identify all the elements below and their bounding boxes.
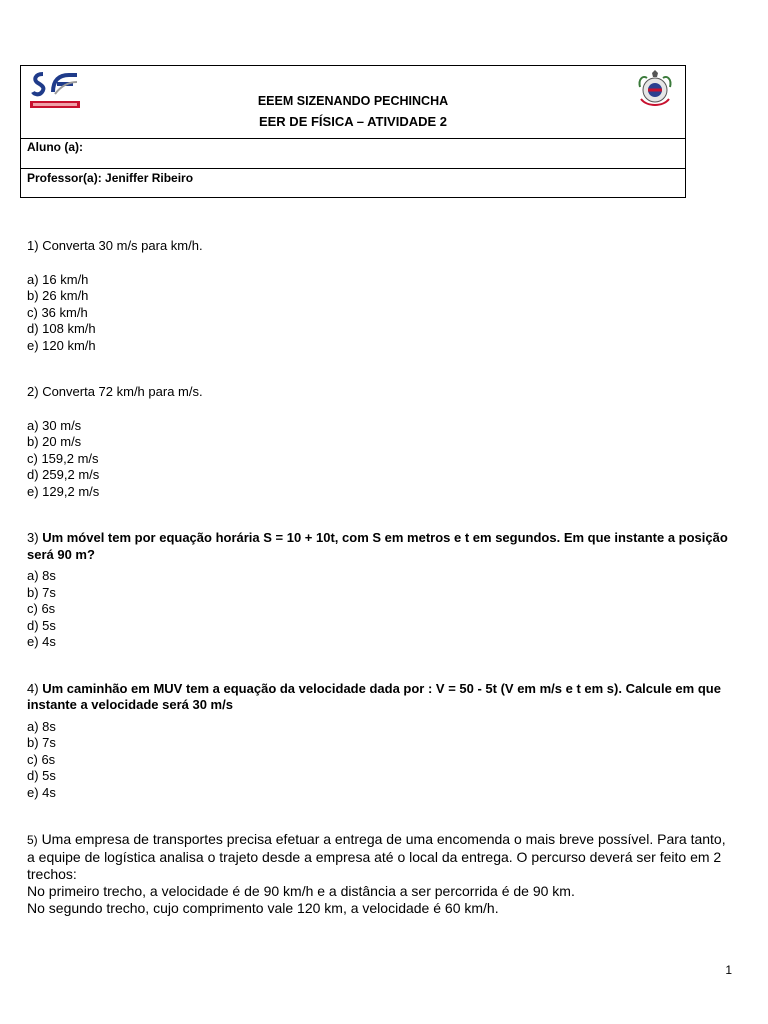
question-number: 3) xyxy=(27,530,39,545)
option-a: a) 8s xyxy=(27,718,56,734)
student-label: Aluno (a): xyxy=(27,140,83,154)
question-text: Converta 30 m/s para km/h. xyxy=(42,238,203,253)
teacher-row xyxy=(21,169,685,199)
question-text-line: No primeiro trecho, a velocidade é de 90 km/h e a distância a ser percorrida é de 90 km. xyxy=(27,883,575,899)
option-e: e) 120 km/h xyxy=(27,337,96,353)
option-d: d) 5s xyxy=(27,617,56,633)
option-a: a) 16 km/h xyxy=(27,271,89,287)
question-text: Um móvel tem por equação horária S = 10 + 10t, com S em metros e t em segundos. Em que instante a posição será 90 m? xyxy=(27,530,728,562)
option-d: d) 108 km/h xyxy=(27,321,96,336)
options-list xyxy=(27,568,735,651)
option-a: a) 30 m/s xyxy=(27,417,82,433)
question-2 xyxy=(27,384,735,500)
question-5 xyxy=(27,831,735,917)
question-3 xyxy=(27,530,735,651)
header-table xyxy=(20,65,686,198)
option-b: b) 26 km/h xyxy=(27,288,89,303)
question-number: 2) xyxy=(27,384,39,399)
teacher-label: Professor(a): Jeniffer Ribeiro xyxy=(27,171,194,185)
options-list xyxy=(27,418,735,501)
option-e: e) 4s xyxy=(27,634,56,649)
question-text-line: No segundo trecho, cujo comprimento vale 120 km, a velocidade é 60 km/h. xyxy=(27,900,499,916)
option-e: e) 129,2 m/s xyxy=(27,483,100,499)
options-list xyxy=(27,272,735,355)
header-title-row xyxy=(21,66,685,139)
option-b: b) 20 m/s xyxy=(27,434,82,449)
question-number: 5) xyxy=(27,833,38,847)
question-text: Converta 72 km/h para m/s. xyxy=(42,384,203,399)
activity-title: EER DE FÍSICA – ATIVIDADE 2 xyxy=(258,114,448,129)
question-text: Uma empresa de transportes precisa efetuar a entrega de uma encomenda o mais breve possível. Para tanto, a equipe de logística analisa o trajeto desde a empresa até o local da entrega. O percurso deverá ser feito em 2 trechos: xyxy=(27,831,726,882)
option-c: c) 6s xyxy=(27,601,56,616)
option-a: a) 8s xyxy=(27,568,56,583)
option-d: d) 259,2 m/s xyxy=(27,467,100,482)
option-e: e) 4s xyxy=(27,784,56,800)
page-number: 1 xyxy=(725,963,732,977)
school-name: EEEM SIZENANDO PECHINCHA xyxy=(257,94,449,108)
option-c: c) 159,2 m/s xyxy=(27,450,99,466)
question-4 xyxy=(27,681,735,802)
question-1 xyxy=(27,238,735,354)
student-row xyxy=(21,138,685,169)
option-b: b) 7s xyxy=(27,584,56,600)
question-number: 1) xyxy=(27,238,39,253)
option-c: c) 6s xyxy=(27,751,56,767)
options-list xyxy=(27,719,735,802)
question-text: Um caminhão em MUV tem a equação da velocidade dada por : V = 50 - 5t (V em m/s e t em s). Calcule em que instante a velocidade será 30 m/s xyxy=(27,680,721,712)
option-b: b) 7s xyxy=(27,735,56,750)
question-number: 4) xyxy=(27,680,39,696)
option-c: c) 36 km/h xyxy=(27,304,88,320)
questions-area xyxy=(27,238,735,917)
option-d: d) 5s xyxy=(27,768,56,783)
